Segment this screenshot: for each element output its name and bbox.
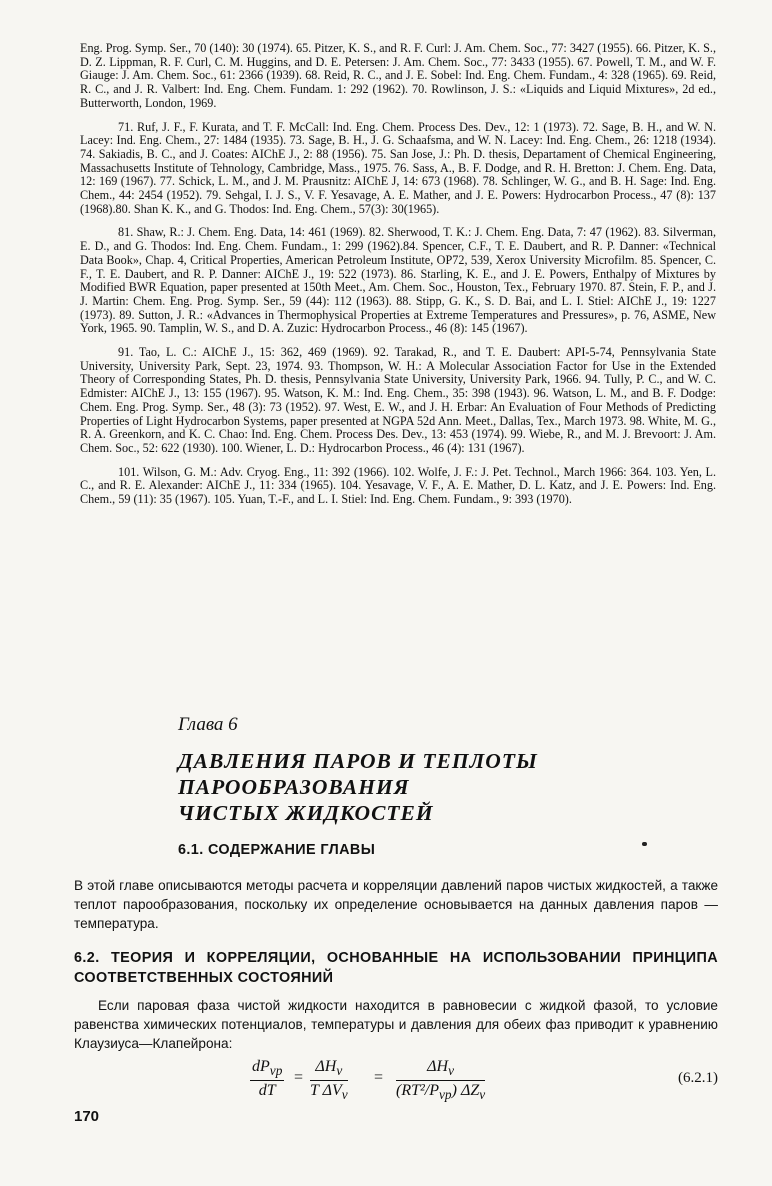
equals-sign: = (294, 1069, 304, 1086)
fraction-rhs: $\Delta H_v$ $(RT^2/P_{vp})$ $\Delta Z_v$ (396, 1058, 486, 1103)
chapter-title (178, 748, 718, 826)
reference-paragraph: 81. Shaw, R.: J. Chem. Eng. Data, 14: 461 (1969). 82. Sherwood, T. K.: J. Chem. Eng. Data, 7: 47 (1962). 83. Silverman, E. D., and G. Thodos: Ind. Eng. Chem. Fundam., 1: 299 (1962).84. Spencer, C.F., T. E. Daubert, and R. P. Danner: «Technical Data Book», Chap. 4, Critical Properties, American Petroleum Institute, OP72, 539, Xerox University Microfilm. 85. Spencer, C. F., T. E. Daubert, and R. P. Danner: AIChE J., 19: 522 (1973). 86. Starling, K. E., and J. E. Powers, Enthalpy of Mixtures by Modified BWR Equation, paper presented at 150th Meet., Am. Chem. Soc., Houston, Tex., February 1970. 87. Stein, F. P., and J. J. Martin: Chem. Eng. Prog. Symp. Ser., 59 (44): 112 (1963). 88. Stipp, G. K., S. D. Bai, and L. I. Stiel: AIChE J., 19: 1227 (1973). 89. Sutton, J. R.: «Advances in Thermophysical Properties at Extreme Temperatures and Pressures», p. 76, ASME, New York, 1965. 90. Tamplin, W. S., and D. A. Zuzic: Hydrocarbon Process., 46 (8): 145 (1967). (80, 225, 716, 336)
chapter-title-line: ЧИСТЫХ ЖИДКОСТЕЙ (178, 801, 434, 825)
clausius-clapeyron-equation (250, 1058, 720, 1104)
section-6-2-text: Если паровая фаза чистой жидкости находится в равновесии с жидкой фазой, то условие равенства химических потенциалов, температуры и давления для обеих фаз приводит к уравнению Клаузиуса—Клапейрона: (74, 998, 718, 1051)
page-number: 170 (74, 1108, 100, 1125)
fraction-lhs: $dP_{vp}$ dT (252, 1058, 283, 1100)
section-6-1-text: В этой главе описываются методы расчета и корреляции давлений паров чистых жидкостей, а также теплот парообразования, поскольку их определение основывается на данных давления паров — температура. (74, 878, 718, 931)
chapter-title-line: ДАВЛЕНИЯ ПАРОВ И ТЕПЛОТЫ (178, 749, 538, 773)
reference-paragraph: Eng. Prog. Symp. Ser., 70 (140): 30 (1974). 65. Pitzer, K. S., and R. F. Curl: J. Am. Chem. Soc., 77: 3427 (1955). 66. Pitzer, K. S., D. Z. Lippman, R. F. Curl, C. M. Huggins, and D. E. Petersen: J. Am. Chem. Soc., 77: 3433 (1955). 67. Powell, T. M., and W. F. Giauge: J. Am. Chem. Soc., 61: 2366 (1939). 68. Reid, R. C., and J. E. Sobel: Ind. Eng. Chem. Fundam., 4: 328 (1965). 69. Reid, R. C., and J. R. Valbert: Ind. Eng. Chem. Fundam. 1: 292 (1962). 70. Rowlinson, J. S.: «Liquids and Liquid Mixtures», 2d ed., Butterworth, London, 1969. (80, 41, 716, 110)
chapter-title-line: ПАРООБРАЗОВАНИЯ (178, 775, 410, 799)
equation-number: (6.2.1) (678, 1070, 718, 1086)
section-heading-6-2: 6.2. ТЕОРИЯ И КОРРЕЛЯЦИИ, ОСНОВАННЫЕ НА ИСПОЛЬЗОВАНИИ ПРИНЦИПА СООТВЕТСТВЕННЫХ СОСТОЯНИЙ (74, 950, 718, 986)
references-block (80, 42, 716, 517)
chapter-label: Глава 6 (178, 714, 238, 735)
fraction-middle: $\Delta H_v$ T $\Delta V_v$ (310, 1058, 348, 1103)
section-heading-6-1: 6.1. СОДЕРЖАНИЕ ГЛАВЫ (178, 842, 376, 858)
equals-sign: = (374, 1069, 384, 1086)
reference-paragraph: 71. Ruf, J. F., F. Kurata, and T. F. McCall: Ind. Eng. Chem. Process Des. Dev., 12: 1 (1973). 72. Sage, B. H., and W. N. Lacey: Ind. Eng. Chem., 27: 1484 (1935). 73. Sage, B. H., J. G. Schaafsma, and W. N. Lacey: Ind. Eng. Chem., 26: 1218 (1934). 74. Sakiadis, B. C., and J. Coates: AIChE J., 2: 88 (1956). 75. San Jose, J.: Ph. D. thesis, Departament of Chemical Engineering, Massachusetts Institute of Tehnology, Cambridge, Mass., 1975. 76. Sass, A., B. F. Dodge, and R. H. Bretton: J. Chem. Eng. Data, 12: 169 (1967). 77. Schick, L. M., and J. M. Prausnitz: AIChE J, 14: 673 (1968). 78. Schlinger, W. G., and B. H. Sage: Ind. Eng. Chem., 44: 2454 (1952). 79. Sehgal, I. J. S., V. F. Yesavage, A. E. Mather, and J. E. Powers: Hydrocarbon Process., 47 (8): 137 (1968).80. Shan K. K., and G. Thodos: Ind. Eng. Chem., 57(3): 30(1965). (80, 119, 716, 216)
print-mark (642, 842, 647, 846)
reference-paragraph: 101. Wilson, G. M.: Adv. Cryog. Eng., 11: 392 (1966). 102. Wolfe, J. F.: J. Pet. Technol., March 1966: 364. 103. Yen, L. C., and R. E. Alexander: AIChE J., 11: 334 (1965). 104. Yesavage, V. F., A. E. Mather, D. L. Katz, and J. E. Powers: Ind. Eng. Chem., 59 (11): 35 (1967). 105. Yuan, T.-F., and L. I. Stiel: Ind. Eng. Chem. Fundam., 9: 393 (1970). (80, 464, 716, 507)
reference-paragraph: 91. Tao, L. C.: AIChE J., 15: 362, 469 (1969). 92. Tarakad, R., and T. E. Daubert: API-5-74, Pennsylvania State University, University Park, Sept. 23, 1974. 93. Thompson, W. H.: A Molecular Association Factor for Use in the Extended Theory of Corresponding States, Ph. D. thesis, Pennsylvania State University, University Park, 1966. 94. Tully, P. C., and W. C. Edmister: AIChE J., 13: 155 (1967). 95. Watson, K. M.: Ind. Eng. Chem., 35: 398 (1943). 96. Watson, L. M., and B. F. Dodge: Chem. Eng. Prog. Symp. Ser., 48 (3): 73 (1952). 97. West, E. W., and J. H. Erbar: An Evaluation of Four Methods of Predicting Properties of Light Hydrocarbon Systems, paper presented at NGPA 52d Ann. Meet., Dallas, Tex., March 1973. 98. White, M. G., R. A. Greenkorn, and K. C. Chao: Ind. Eng. Chem. Process Des. Dev., 13: 453 (1974). 99. Wiebe, R., and M. J. Brevoort: J. Am. Chem. Soc., 52: 622 (1930). 100. Wiener, L. D.: Hydrocarbon Process., 46 (4): 131 (1967). (80, 345, 716, 455)
